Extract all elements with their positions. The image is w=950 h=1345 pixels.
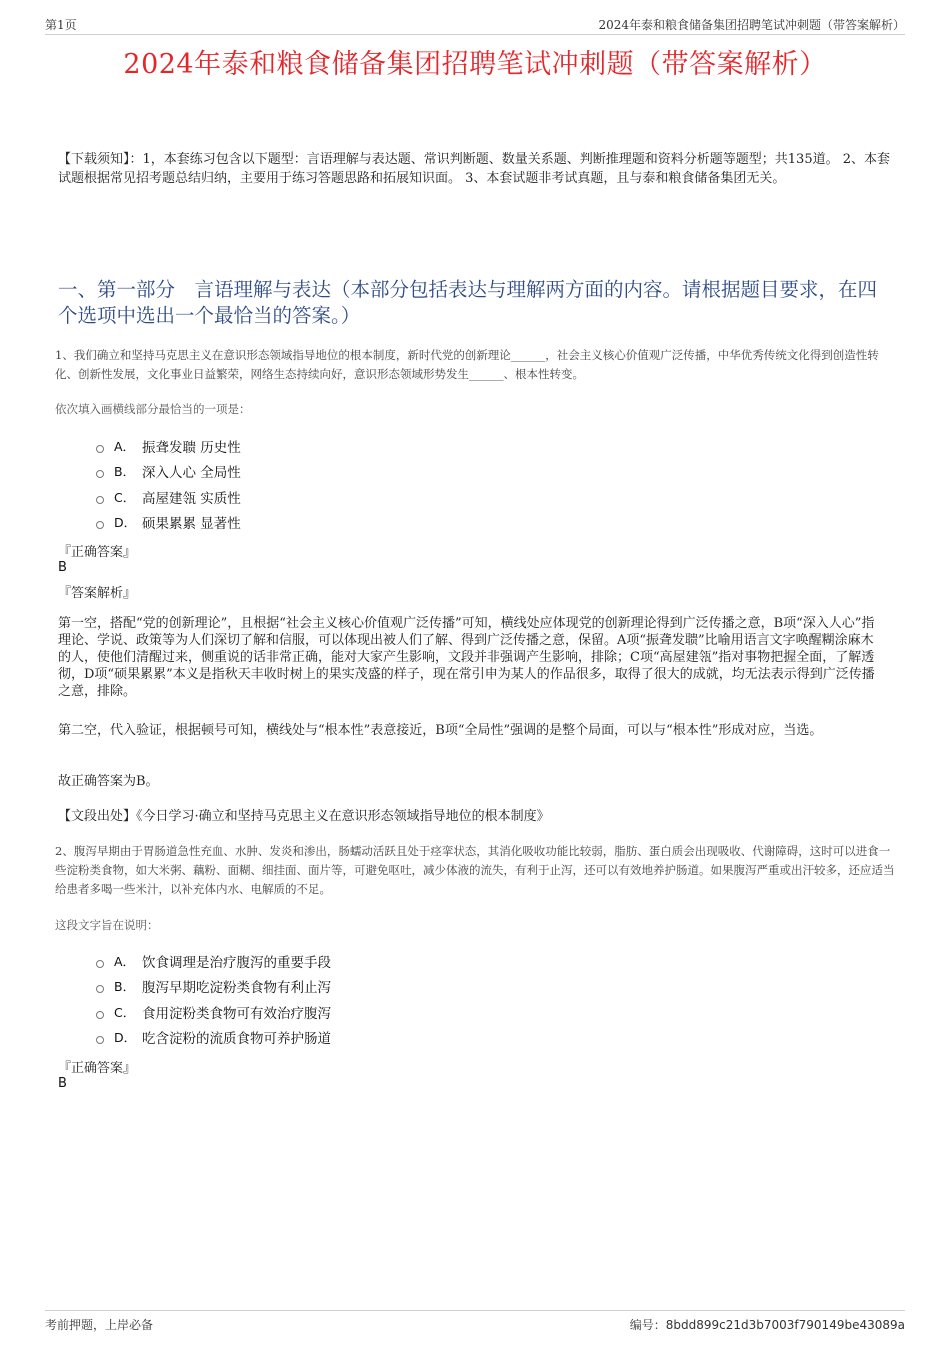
correct-answer: B	[58, 1076, 67, 1091]
option-letter: D．	[114, 515, 137, 531]
option-text: 高屋建瓴 实质性	[142, 490, 241, 507]
option-text: 深入人心 全局性	[142, 465, 241, 482]
section-heading: 一、第一部分 言语理解与表达（本部分包括表达与理解两方面的内容。请根据题目要求，在四个选项中选出一个最恰当的答案。）	[58, 278, 878, 327]
page-header	[45, 14, 905, 35]
option-c[interactable]	[96, 484, 241, 510]
question-1-prompt: 依次填入画横线部分最恰当的一项是：	[55, 402, 251, 416]
code-label: 编号：	[629, 1318, 666, 1332]
page-footer	[45, 1310, 905, 1335]
answer-label: 『正确答案』	[58, 1061, 137, 1076]
option-text: 饮食调理是治疗腹泻的重要手段	[142, 954, 331, 971]
correct-answer: B	[58, 560, 67, 575]
option-d[interactable]	[96, 1025, 331, 1051]
analysis-conclusion: 故正确答案为B。	[58, 774, 159, 789]
option-letter: B．	[114, 979, 136, 995]
option-letter: D．	[114, 1030, 137, 1046]
option-c[interactable]	[96, 999, 331, 1025]
option-text: 腹泻早期吃淀粉类食物有利止泻	[142, 980, 331, 997]
radio-icon[interactable]	[96, 1011, 104, 1019]
footer-code	[630, 1316, 905, 1333]
option-text: 振聋发聩 历史性	[142, 439, 241, 456]
question-1-stem: 1、我们确立和坚持马克思主义在意识形态领域指导地位的根本制度，新时代党的创新理论______，社会主义核心价值观广泛传播，中华优秀传统文化得到创造性转化、创新性发展，文化事业日益繁荣，网络生态持续向好，意识形态领域形势发生______、根本性转变。	[55, 348, 879, 381]
option-letter: A．	[114, 438, 136, 454]
download-notice: 【下载须知】：1，本套练习包含以下题型：言语理解与表达题、常识判断题、数量关系题、判断推理题和资料分析题等题型；共135道。 2、本套试题根据常见招考题总结归纳，主要用于练习答题思路和拓展知识面。 3、本套试题非考试真题，且与泰和粮食储备集团无关。	[58, 152, 890, 186]
analysis-paragraph-1: 第一空，搭配“党的创新理论”，且根据“社会主义核心价值观广泛传播”可知，横线处应体现党的创新理论得到广泛传播之意，B项“深入人心”指理论、学说、政策等为人们深切了解和信服，可以体现出被人们了解、得到广泛传播之意，保留。A项“振聋发聩”比喻用语言文字唤醒糊涂麻木的人，使他们清醒过来，侧重说的话非常正确，能对大家产生影响，文段并非强调产生影响，排除；C项“高屋建瓴”指对事物把握全面，了解透彻，D项“硕果累累”本义是指秋天丰收时树上的果实茂盛的样子，现在常引申为某人的作品很多，取得了很大的成就，均无法表示得到广泛传播之意，排除。	[58, 616, 875, 699]
radio-icon[interactable]	[96, 960, 104, 968]
document-title: 2024年泰和粮食储备集团招聘笔试冲刺题（带答案解析）	[123, 49, 827, 80]
page-number: 第1页	[45, 18, 77, 32]
answer-label: 『正确答案』	[58, 545, 137, 560]
radio-icon[interactable]	[96, 521, 104, 529]
option-text: 食用淀粉类食物可有效治疗腹泻	[142, 1005, 331, 1022]
radio-icon[interactable]	[96, 1036, 104, 1044]
option-letter: C．	[114, 1004, 136, 1020]
question-2-options	[96, 948, 331, 1050]
option-b[interactable]	[96, 459, 241, 485]
option-d[interactable]	[96, 510, 241, 536]
radio-icon[interactable]	[96, 470, 104, 478]
radio-icon[interactable]	[96, 445, 104, 453]
analysis-paragraph-2: 第二空，代入验证，根据顿号可知，横线处与“根本性”表意接近，B项“全局性”强调的是整个局面，可以与“根本性”形成对应，当选。	[58, 723, 823, 738]
option-text: 硕果累累 显著性	[142, 516, 241, 533]
option-letter: A．	[114, 953, 136, 969]
option-letter: B．	[114, 464, 136, 480]
option-a[interactable]	[96, 433, 241, 459]
option-letter: C．	[114, 489, 136, 505]
header-doc-title: 2024年泰和粮食储备集团招聘笔试冲刺题（带答案解析）	[598, 18, 905, 32]
option-b[interactable]	[96, 974, 331, 1000]
radio-icon[interactable]	[96, 985, 104, 993]
text-source: 【文段出处】《今日学习·确立和坚持马克思主义在意识形态领域指导地位的根本制度》	[58, 809, 550, 824]
question-2-prompt: 这段文字旨在说明：	[55, 918, 159, 932]
radio-icon[interactable]	[96, 496, 104, 504]
question-2-stem: 2、腹泻早期由于胃肠道急性充血、水肿、发炎和渗出，肠蠕动活跃且处于痉挛状态，其消化吸收功能比较弱，脂肪、蛋白质会出现吸收、代谢障碍，这时可以进食一些淀粉类食物，如大米粥、藕粉、面糊、细挂面、面片等，可避免呕吐，减少体液的流失，有利于止泻，还可以有效地养护肠道。如果腹泻严重或出汗较多，还应适当给患者多喝一些米汁，以补充体内水、电解质的不足。	[55, 844, 895, 896]
code-value: 8bdd899c21d3b7003f790149be43089a	[665, 1318, 905, 1332]
option-a[interactable]	[96, 948, 331, 974]
question-1-options	[96, 433, 241, 535]
analysis-label: 『答案解析』	[58, 586, 137, 601]
option-text: 吃含淀粉的流质食物可养护肠道	[142, 1031, 331, 1048]
footer-slogan: 考前押题，上岸必备	[45, 1318, 154, 1332]
